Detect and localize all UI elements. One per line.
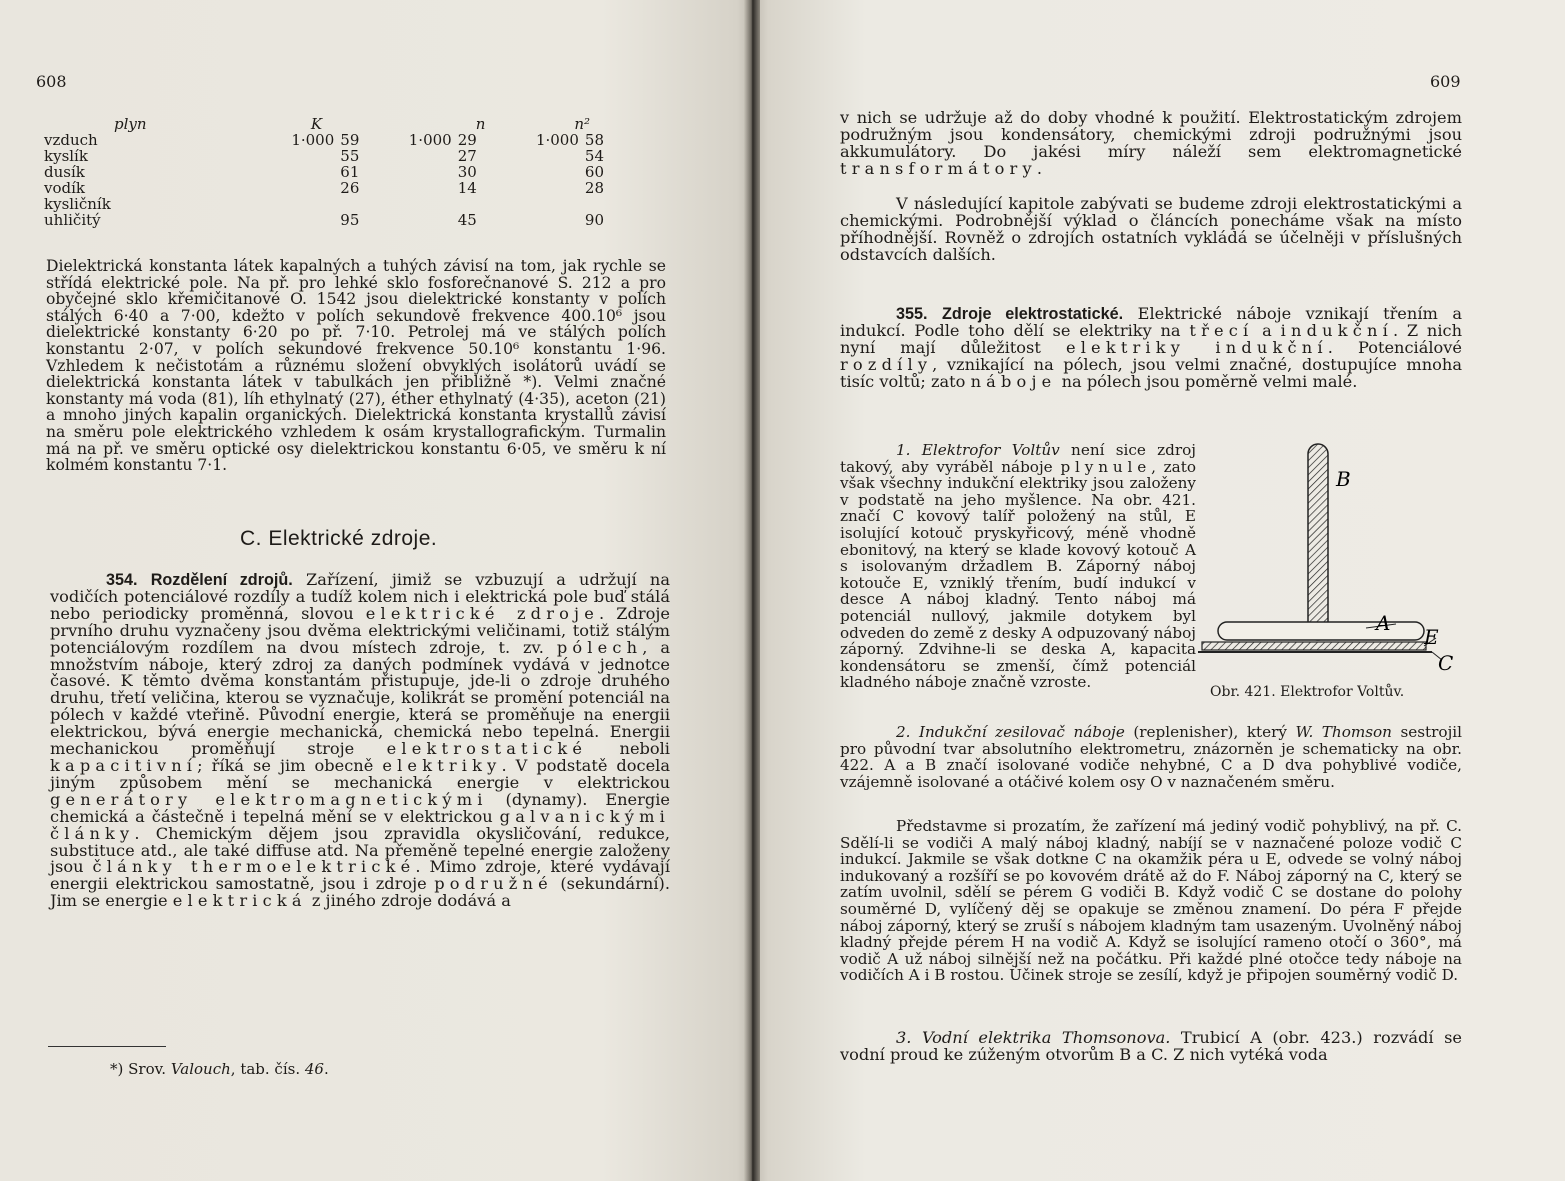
text: . V podstatě docela jiným způsobem mění se mechanická energie v elektrickou <box>50 755 671 792</box>
table-row <box>44 164 604 180</box>
figure-caption: Obr. 421. Elektrofor Voltův. <box>1210 684 1405 700</box>
table-cell: 61 <box>340 163 360 181</box>
spaced-term: indukční <box>1280 320 1393 340</box>
table-row <box>44 180 604 196</box>
spaced-term: elektriky <box>382 755 502 775</box>
table-cell: 28 <box>584 179 604 197</box>
table-cell: 27 <box>457 147 477 165</box>
text: (replenisher), který <box>1124 723 1296 741</box>
spaced-term: transformátory <box>840 158 1037 178</box>
table-header: n <box>475 115 486 133</box>
spaced-term: třecí <box>1189 320 1254 340</box>
table-cell: 14 <box>457 179 477 197</box>
item-title: 2. Indukční zesilovač náboje <box>896 723 1125 741</box>
table-cell <box>231 180 334 196</box>
table-cell <box>376 148 452 164</box>
table-cell: 54 <box>584 147 604 165</box>
text: . Mimo zdroje, které vydávají energii elektrickou samostatně, jsou i zdroje <box>50 857 670 894</box>
spaced-term: plynule <box>1060 457 1152 476</box>
table-cell <box>504 164 579 180</box>
text: (dynamy). Energie chemická a částečně i tepelná mění se v elektrickou <box>50 789 670 826</box>
footnote-text: . <box>323 1060 329 1078</box>
table-cell <box>376 180 452 196</box>
table-cell: 30 <box>457 163 477 181</box>
text: z jiného zdroje dodává a <box>306 891 511 911</box>
paragraph-thomson: Představme si prozatím, že zařízení má jediný vodič pohyblivý, na př. C. Sdělí-li se vodiči A malý náboj kladný, nabíjí se v naznačené poloze vodič C indukcí. Jakmile se však dotkne C na okamžik péra u E, odvede se volný náboj indukovaný a rozšíří se po kovovém drátě až do F. Náboj záporný na C, který se zatím uvolnil, sdělí se pérem G vodiči B. Když vodič C se dostane do polohy souměrné D, vylíčený děj se opakuje se změnou znamení. Do péra F přejde náboj záporný, který se zruší s nábojem kladným tam usazeným. Uvolněný náboj kladný přejde pérem H na vodič A. Když se isolující rameno otočí o 360°, má vodič A už náboj silnější než na počátku. Při každé plné otočce tedy náboje na vodičích A i B rostou. Účinek stroje se zesílí, když je připojen souměrný vodič D. <box>840 817 1462 985</box>
text: na pólech jsou poměrně velmi malé. <box>1056 371 1358 391</box>
text: a <box>1253 320 1281 340</box>
gas-name: kyslík <box>44 147 88 165</box>
spaced-term: náboje <box>970 371 1057 391</box>
table-cell <box>231 164 334 180</box>
table-header: K <box>310 115 323 133</box>
table-cell: 29 <box>457 131 477 149</box>
item-1-elektrofor <box>840 442 1196 691</box>
spaced-term: podružné <box>434 874 553 894</box>
footnote-number: 46 <box>304 1060 324 1078</box>
spaced-term: elektriky indukční <box>1065 337 1328 357</box>
label-E: E <box>1424 625 1439 649</box>
footnote-text: *) Srov. <box>110 1060 171 1078</box>
paragraph: V následující kapitole zabývati se budeme zdroji elektrostatickými a chemickými. Podrobnější výklad o článcích ponecháme však na místo příhodnější. Rovněž o zdrojích ostatních vykládá se účelněji v příslušných odstavcích dalších. <box>840 194 1462 264</box>
text: , vznikající na pólech, jsou velmi značné, dostupujíce mnoha tisíc voltů; zato <box>840 354 1462 391</box>
table-cell: 55 <box>340 147 360 165</box>
text: v nich se udržuje až do doby vhodné k použití. Elektrostatickým zdrojem podružným jsou kondensátory, chemickými zdroji podružnými jsou akkumulátory. Do jakési míry náleží sem elektromagnetické <box>840 108 1462 161</box>
table-cell: 1·000 <box>535 131 579 149</box>
text: ; říká se jim obecně <box>197 755 383 775</box>
text: . Zdroje prvního druhu vyznačeny jsou dvěma elektrickými veličinami, totiž stálým potenciálovým rozdílem na dvou místech zdroje, t. zv. <box>50 603 670 657</box>
text: Elektrické náboje vznikají třením a indukcí. Podle toho dělí se elektriky na <box>840 304 1462 340</box>
label-B: B <box>1336 467 1351 491</box>
footnote <box>110 1060 329 1078</box>
gas-name: dusík <box>44 163 85 181</box>
table-row <box>44 148 604 164</box>
spaced-term: generátory elektromagnetickými <box>50 789 488 809</box>
table-row <box>44 132 604 148</box>
text: není sice zdroj takový, aby vyráběl náboje <box>840 441 1196 476</box>
table-cell: 58 <box>584 131 604 149</box>
left-page <box>0 0 752 1181</box>
table-cell <box>504 180 579 196</box>
spaced-term: pólech <box>556 637 643 657</box>
gas-name-line: kysličník <box>44 195 111 213</box>
page-number: 609 <box>1430 72 1461 91</box>
table-header-row <box>44 116 604 132</box>
spaced-term: elektrické zdroje <box>365 603 600 623</box>
text: . <box>1036 158 1042 178</box>
table-cell <box>504 196 579 228</box>
table-cell <box>231 196 334 228</box>
gas-name: vodík <box>44 179 85 197</box>
spaced-term: kapacitivní <box>50 755 198 775</box>
table-cell: 60 <box>584 163 604 181</box>
dielectric-table <box>44 116 604 228</box>
section-heading: C. Elektrické zdroje. <box>240 527 438 550</box>
table-cell: 1·000 <box>408 131 452 149</box>
text: . Z nich nyní mají důležitost <box>840 320 1462 357</box>
table-cell <box>376 196 452 228</box>
table-cell <box>376 164 452 180</box>
label-C: C <box>1438 651 1454 674</box>
figure-421-elektrofor <box>1196 438 1458 674</box>
section-number: 355. <box>896 305 928 323</box>
section-355 <box>840 306 1462 391</box>
table-header: n² <box>574 115 591 133</box>
table-row <box>44 196 604 228</box>
table-cell: 59 <box>340 131 360 149</box>
dielectric-paragraph: Dielektrická konstanta látek kapalných a tuhých závisí na tom, jak rychle se střídá elektrické pole. Na př. pro lehké sklo fosforečnanové S. 212 a pro obyčejné sklo křemičitanové O. 1542 jsou dielektrické konstanty v polích stálých 6·40 a 7·00, kdežto v polích sekundově frekvence 400.10⁶ jsou dielektrické konstanty 6·20 po př. 7·10. Petrolej má ve stálých polích konstantu 2·07, v polích sekundové frekvence 50.10⁶ konstantu 1·96. Vzhledem k nečistotám a různému složení obvyklých isolátorů uvádí se dielektrická konstanta látek v tabulkách jen přibližně *). Velmi značné konstanty má voda (81), líh ethylnatý (27), éther ethylnatý (4·35), aceton (21) a mnoho jiných kapalin organických. Dielektrická konstanta krystallů závisí na směru pole elektrického vzhledem k osám krystallografickým. Turmalin má na př. ve směru optické osy dielektrickou konstantu 6·05, ve směru k ní kolmém konstantu 7·1. <box>46 257 666 475</box>
text: Zařízení, jimiž se vzbuzují a udržují na vodičích potenciálové rozdíly a tudíž kolem nich i elektrická pole buď stálá nebo periodicky proměnná, slovou <box>50 570 670 623</box>
gas-name <box>44 196 231 228</box>
section-title: Zdroje elektrostatické. <box>942 305 1124 323</box>
gas-name-line: uhličitý <box>44 211 101 229</box>
handle-B <box>1308 444 1328 640</box>
section-title: Rozdělení zdrojů. <box>150 571 293 589</box>
page-number: 608 <box>36 72 67 91</box>
item-title: 1. Elektrofor Voltův <box>896 441 1060 459</box>
gas-name: vzduch <box>44 131 98 149</box>
table-cell: 90 <box>584 211 604 229</box>
text: , zato však všechny indukční elektriky jsou založeny v podstatě na jeho myšlence. Na obr. 421. značí C kovový talíř položený na stůl, E isolující kotouč pryskyřicový, méně vhodně ebonitový, na který se klade kovový kotouč A s isolovaným držadlem B. Záporný náboj kotouče E, vzniklý třením, budí indukcí v desce A náboj kladný. Tento náboj má potenciál nullový, jakmile dotykem byl odveden do země z desky A odpuzovaný náboj záporný. Zdvihne-li se deska A, kapacita kondensátoru se zmenší, čímž potenciál kladného náboje značně vzroste. <box>840 457 1196 692</box>
text: (sekundární). Jim se energie <box>50 874 670 911</box>
text: , a množstvím náboje, který zdroj za daných podmínek vydává v jednotce časové. K těmto dvěma konstantám přistupuje, jde-li o zdroje druhého druhu, třetí veličina, kterou se vyznačuje, kolikrát se promění potenciál na pólech v každé vteřině. Původní energie, která se proměňuje na energii elektrickou, bývá energie mechanická, chemická nebo tepelná. Energii mechanickou proměňují stroje <box>50 637 670 759</box>
table-cell: 45 <box>457 211 477 229</box>
spaced-term: elektrostatické <box>386 739 588 759</box>
text: neboli <box>587 739 670 759</box>
table-cell: 95 <box>340 211 360 229</box>
person-name: W. Thomson <box>1295 723 1392 741</box>
paragraph <box>840 110 1462 178</box>
section-number: 354. <box>106 571 138 589</box>
spaced-term: články thermoelektrické <box>92 857 416 877</box>
text: . Potenciálové <box>1327 337 1462 357</box>
item-3-water-electrics <box>840 1030 1462 1064</box>
item-2-replenisher <box>840 724 1462 790</box>
spaced-term: elektrická <box>172 891 307 911</box>
text: sestrojil pro původní tvar absolutního elektrometru, znázorněn je schematicky na obr. 422. A a B značí isolované vodiče nehybné, C a D dva pohyblivé vodiče, vzájemně isolované a otáčivé kolem osy O v naznačeném směru. <box>840 723 1462 791</box>
table-cell: 26 <box>340 179 360 197</box>
table-cell <box>504 148 579 164</box>
book-gutter <box>744 0 760 1181</box>
footnote-rule <box>48 1046 166 1047</box>
table-cell <box>231 148 334 164</box>
label-A: A <box>1376 611 1391 635</box>
resin-disk-E <box>1202 642 1426 650</box>
footnote-text: , tab. čís. <box>230 1060 305 1078</box>
item-title: 3. Vodní elektrika Thomsonova. <box>896 1028 1171 1047</box>
spaced-term: rozdíly <box>840 354 933 374</box>
text: Trubicí A (obr. 423.) rozvádí se vodní proud ke zúženým otvorům B a C. Z nich vytéká voda <box>840 1028 1462 1064</box>
table-cell: 1·000 <box>291 131 335 149</box>
section-354 <box>50 572 670 910</box>
footnote-author: Valouch <box>170 1060 231 1078</box>
spaced-term: galvanickými články <box>50 806 670 843</box>
table-header: plyn <box>114 115 147 133</box>
text: . Chemickým dějem jsou zpravidla okysličování, redukce, substituce atd., ale také diffuse atd. Na přeměně tepelné energie založeny jsou <box>50 823 670 877</box>
